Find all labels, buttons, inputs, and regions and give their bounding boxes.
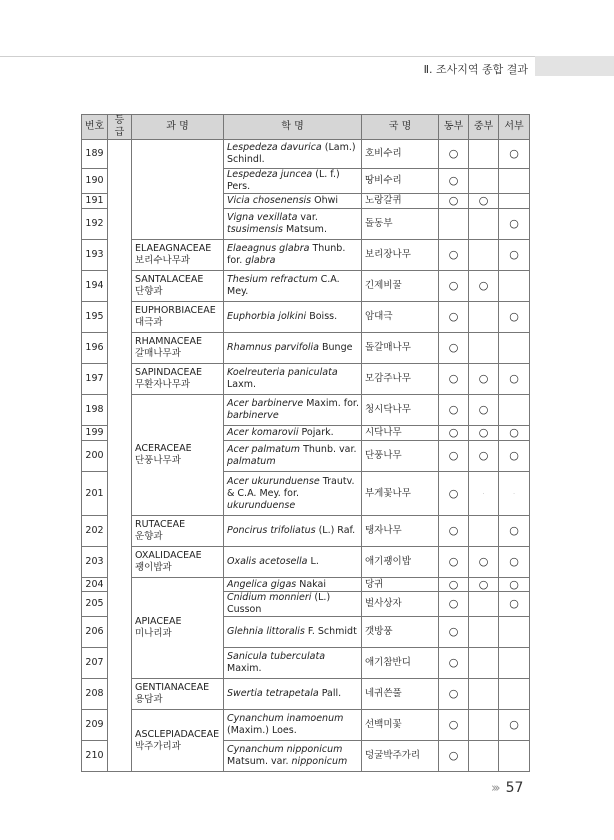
table-row [82,364,530,395]
central-mark: ○ [469,547,499,578]
header-tab-bar [535,56,614,76]
grade-cell [108,140,132,772]
west-mark: · [499,472,530,516]
west-mark: ○ [499,209,530,240]
family-latin: SANTALACEAE [135,274,204,285]
family-cell [132,679,224,710]
page-footer [491,780,523,796]
east-mark: ○ [439,194,469,209]
table-row [82,302,530,333]
family-latin: APIACEAE [135,616,182,627]
east-mark: ○ [439,302,469,333]
korean-name: 갯방풍 [362,617,439,648]
east-mark: ○ [439,169,469,194]
family-korean: 용담과 [135,694,163,705]
central-mark [469,209,499,240]
scientific-name: Vigna vexillata var. tsusimensis Matsum. [224,209,362,240]
east-mark: ○ [439,617,469,648]
family-latin: ACERACEAE [135,443,192,454]
family-latin: ELAEAGNACEAE [135,243,212,254]
scientific-name: Lespedeza juncea (L. f.) Pers. [224,169,362,194]
scientific-name: Sanicula tuberculata Maxim. [224,648,362,679]
central-mark [469,516,499,547]
col-header-west: 서부 [499,115,530,140]
central-mark [469,617,499,648]
central-mark [469,240,499,271]
west-mark: ○ [499,547,530,578]
scientific-name: Lespedeza davurica (Lam.) Schindl. [224,140,362,169]
west-mark: ○ [499,592,530,617]
central-mark [469,302,499,333]
central-mark [469,592,499,617]
east-mark: ○ [439,578,469,592]
scientific-name: Cnidium monnieri (L.) Cusson [224,592,362,617]
col-header-central: 중부 [469,115,499,140]
central-mark [469,741,499,772]
korean-name: 부게꽃나무 [362,472,439,516]
row-number: 204 [82,578,108,592]
family-cell [132,140,224,240]
korean-name: 노랑갈퀴 [362,194,439,209]
table-header-row [82,115,530,140]
scientific-name: Elaeagnus glabra Thunb. for. glabra [224,240,362,271]
family-latin: SAPINDACEAE [135,367,202,378]
row-number: 210 [82,741,108,772]
korean-name: 당귀 [362,578,439,592]
row-number: 198 [82,395,108,426]
west-mark [499,333,530,364]
family-korean: 괭이밥과 [135,562,172,573]
west-mark [499,741,530,772]
family-latin: OXALIDACEAE [135,550,202,561]
row-number: 189 [82,140,108,169]
central-mark [469,679,499,710]
scientific-name: Angelica gigas Nakai [224,578,362,592]
scientific-name: Acer barbinerve Maxim. for. barbinerve [224,395,362,426]
row-number: 208 [82,679,108,710]
scientific-name: Rhamnus parvifolia Bunge [224,333,362,364]
west-mark: ○ [499,710,530,741]
family-korean: 운향과 [135,531,163,542]
row-number: 195 [82,302,108,333]
scientific-name: Cynanchum nipponicum Matsum. var. nipponicum [224,741,362,772]
row-number: 192 [82,209,108,240]
korean-name: 청시닥나무 [362,395,439,426]
west-mark: ○ [499,364,530,395]
west-mark [499,679,530,710]
family-korean: 단풍나무과 [135,455,181,466]
scientific-name: Acer palmatum Thunb. var. palmatum [224,441,362,472]
east-mark: ○ [439,333,469,364]
central-mark: ○ [469,426,499,441]
family-cell [132,710,224,772]
east-mark: ○ [439,364,469,395]
korean-name: 모감주나무 [362,364,439,395]
central-mark: ○ [469,194,499,209]
west-mark [499,194,530,209]
scientific-name: Euphorbia jolkini Boiss. [224,302,362,333]
scientific-name: Cynanchum inamoenum (Maxim.) Loes. [224,710,362,741]
section-title: Ⅱ. 조사지역 종합 결과 [423,63,528,76]
east-mark: ○ [439,547,469,578]
korean-name: 암대극 [362,302,439,333]
row-number: 209 [82,710,108,741]
central-mark: ○ [469,441,499,472]
west-mark: ○ [499,426,530,441]
east-mark: ○ [439,679,469,710]
korean-name: 호비수리 [362,140,439,169]
table-row [82,140,530,169]
korean-name: 벌사상자 [362,592,439,617]
family-korean: 무환자나무과 [135,379,191,390]
scientific-name: Glehnia littoralis F. Schmidt [224,617,362,648]
row-number: 196 [82,333,108,364]
row-number: 206 [82,617,108,648]
row-number: 190 [82,169,108,194]
east-mark: ○ [439,472,469,516]
col-header-number: 번호 [82,115,108,140]
scientific-name: Acer komarovii Pojark. [224,426,362,441]
korean-name: 탱자나무 [362,516,439,547]
scientific-name: Swertia tetrapetala Pall. [224,679,362,710]
east-mark: ○ [439,710,469,741]
korean-name: 선백미꽃 [362,710,439,741]
family-korean: 단향과 [135,286,163,297]
col-header-scientific-name: 학 명 [224,115,362,140]
east-mark: ○ [439,271,469,302]
scientific-name: Thesium refractum C.A. Mey. [224,271,362,302]
family-cell [132,395,224,516]
row-number: 191 [82,194,108,209]
west-mark: ○ [499,302,530,333]
row-number: 199 [82,426,108,441]
table-row [82,333,530,364]
central-mark: ○ [469,271,499,302]
west-mark: ○ [499,240,530,271]
table-row [82,679,530,710]
east-mark: ○ [439,240,469,271]
row-number: 200 [82,441,108,472]
central-mark: ○ [469,395,499,426]
row-number: 207 [82,648,108,679]
central-mark [469,169,499,194]
scientific-name: Oxalis acetosella L. [224,547,362,578]
central-mark: · [469,472,499,516]
west-mark [499,617,530,648]
page-number: 57 [505,780,524,796]
family-latin: RHAMNACEAE [135,336,203,347]
west-mark: ○ [499,441,530,472]
west-mark: ○ [499,140,530,169]
scientific-name: Poncirus trifoliatus (L.) Raf. [224,516,362,547]
west-mark [499,169,530,194]
table-row [82,516,530,547]
east-mark: ○ [439,426,469,441]
east-mark: ○ [439,395,469,426]
scientific-name: Koelreuteria paniculata Laxm. [224,364,362,395]
korean-name: 돌동부 [362,209,439,240]
east-mark: ○ [439,741,469,772]
korean-name: 보리장나무 [362,240,439,271]
row-number: 194 [82,271,108,302]
west-mark [499,271,530,302]
east-mark: ○ [439,140,469,169]
family-korean: 대극과 [135,317,163,328]
west-mark [499,648,530,679]
west-mark: ○ [499,578,530,592]
table-row [82,578,530,592]
family-latin: RUTACEAE [135,519,186,530]
family-korean: 갈매나무과 [135,348,181,359]
chevron-right-icon: ››› [491,781,498,796]
central-mark [469,333,499,364]
central-mark: ○ [469,364,499,395]
east-mark: ○ [439,592,469,617]
korean-name: 돌갈매나무 [362,333,439,364]
family-korean: 보리수나무과 [135,255,191,266]
east-mark: ○ [439,648,469,679]
family-korean: 박주가리과 [135,740,181,752]
family-cell [132,302,224,333]
row-number: 203 [82,547,108,578]
table-row [82,271,530,302]
korean-name: 긴제비꿀 [362,271,439,302]
col-header-grade: 등급 [108,115,132,140]
family-latin: ASCLEPIADACEAE [135,728,220,740]
row-number: 193 [82,240,108,271]
species-table [81,114,530,772]
east-mark: ○ [439,441,469,472]
family-korean: 미나리과 [135,628,172,639]
korean-name: 땅비수리 [362,169,439,194]
col-header-korean-name: 국 명 [362,115,439,140]
scientific-name: Vicia chosenensis Ohwi [224,194,362,209]
row-number: 202 [82,516,108,547]
korean-name: 덩굴박주가리 [362,741,439,772]
korean-name: 단풍나무 [362,441,439,472]
west-mark: ○ [499,516,530,547]
col-header-east: 동부 [439,115,469,140]
central-mark [469,710,499,741]
west-mark [499,395,530,426]
family-cell [132,240,224,271]
family-latin: GENTIANACEAE [135,682,210,693]
korean-name: 애기괭이밥 [362,547,439,578]
table-row [82,547,530,578]
korean-name: 애기참반디 [362,648,439,679]
family-cell [132,271,224,302]
table-row [82,240,530,271]
row-number: 205 [82,592,108,617]
central-mark [469,648,499,679]
family-cell [132,547,224,578]
row-number: 201 [82,472,108,516]
central-mark: ○ [469,578,499,592]
family-cell [132,516,224,547]
scientific-name: Acer ukurunduense Trautv. & C.A. Mey. for. ukurunduense [224,472,362,516]
central-mark [469,140,499,169]
east-mark [439,209,469,240]
east-mark: ○ [439,516,469,547]
family-cell [132,578,224,679]
header-rule [0,56,614,57]
family-cell [132,333,224,364]
row-number: 197 [82,364,108,395]
korean-name: 네귀쓴풀 [362,679,439,710]
family-latin: EUPHORBIACEAE [135,305,216,316]
family-cell [132,364,224,395]
table-row [82,395,530,426]
col-header-family: 과 명 [132,115,224,140]
table-row [82,710,530,741]
korean-name: 시닥나무 [362,426,439,441]
